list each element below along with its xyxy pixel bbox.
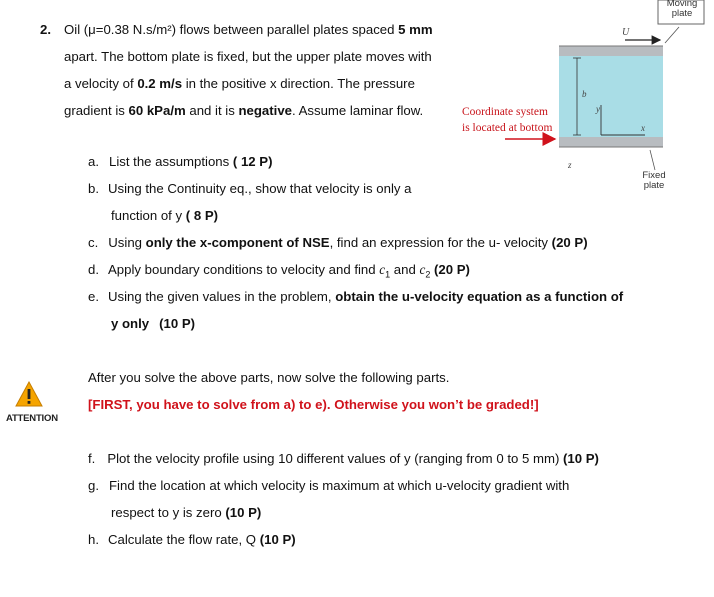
attention-label: ATTENTION bbox=[6, 413, 58, 424]
problem-number: 2. bbox=[40, 22, 51, 37]
label-U: U bbox=[622, 27, 630, 38]
part-e-line-2: y only (10 P) bbox=[111, 316, 196, 331]
upper-plate bbox=[559, 46, 663, 56]
parallel-plates-figure bbox=[455, 0, 714, 200]
lower-plate bbox=[559, 137, 663, 147]
part-a: a. List the assumptions ( 12 P) bbox=[88, 154, 273, 169]
part-g-line-2: respect to y is zero (10 P) bbox=[111, 505, 262, 520]
fixed-plate-label: Fixed plate bbox=[642, 170, 666, 191]
intro-line-1: Oil (μ=0.38 N.s/m²) flows between parallel plates spaced 5 mm bbox=[64, 22, 433, 37]
part-d: d. Apply boundary conditions to velocity and find $c_1$ and $c_2$ (20 P) bbox=[88, 262, 470, 280]
label-b: b bbox=[582, 89, 587, 99]
intro-line-4: gradient is 60 kPa/m and it is negative. Assume laminar flow. bbox=[64, 103, 424, 118]
part-b: b. Using the Continuity eq., show that velocity is only a bbox=[88, 181, 412, 196]
warning-text: [FIRST, you have to solve from a) to e). Otherwise you won’t be graded!] bbox=[88, 397, 539, 412]
part-b-line-2: function of y ( 8 P) bbox=[111, 208, 219, 223]
intro-line-3: a velocity of 0.2 m/s in the positive x direction. The pressure bbox=[64, 76, 415, 91]
coord-note-line-2: is located at bottom bbox=[462, 122, 553, 134]
fixed-plate-pointer bbox=[650, 150, 655, 170]
coord-note-line-1: Coordinate system bbox=[462, 106, 548, 118]
label-x: x bbox=[641, 123, 645, 133]
label-y: y bbox=[596, 104, 600, 114]
part-g: g. Find the location at which velocity is maximum at which u-velocity gradient with bbox=[88, 478, 570, 493]
fluid-region bbox=[559, 56, 663, 137]
warning-triangle-icon bbox=[14, 380, 44, 408]
part-e: e. Using the given values in the problem, obtain the u-velocity equation as a function of bbox=[88, 289, 624, 304]
intro-line-2: apart. The bottom plate is fixed, but the upper plate moves with bbox=[64, 49, 432, 64]
part-h: h. Calculate the flow rate, Q (10 P) bbox=[88, 532, 296, 547]
label-z: z bbox=[568, 160, 572, 170]
after-note: After you solve the above parts, now solve the following parts. bbox=[88, 370, 450, 385]
moving-plate-label: Moving plate bbox=[666, 0, 698, 19]
part-f: f. Plot the velocity profile using 10 different values of y (ranging from 0 to 5 mm) (10 P) bbox=[88, 451, 599, 466]
moving-plate-pointer bbox=[665, 27, 679, 43]
part-c: c. Using only the x-component of NSE, find an expression for the u- velocity (20 P) bbox=[88, 235, 588, 250]
